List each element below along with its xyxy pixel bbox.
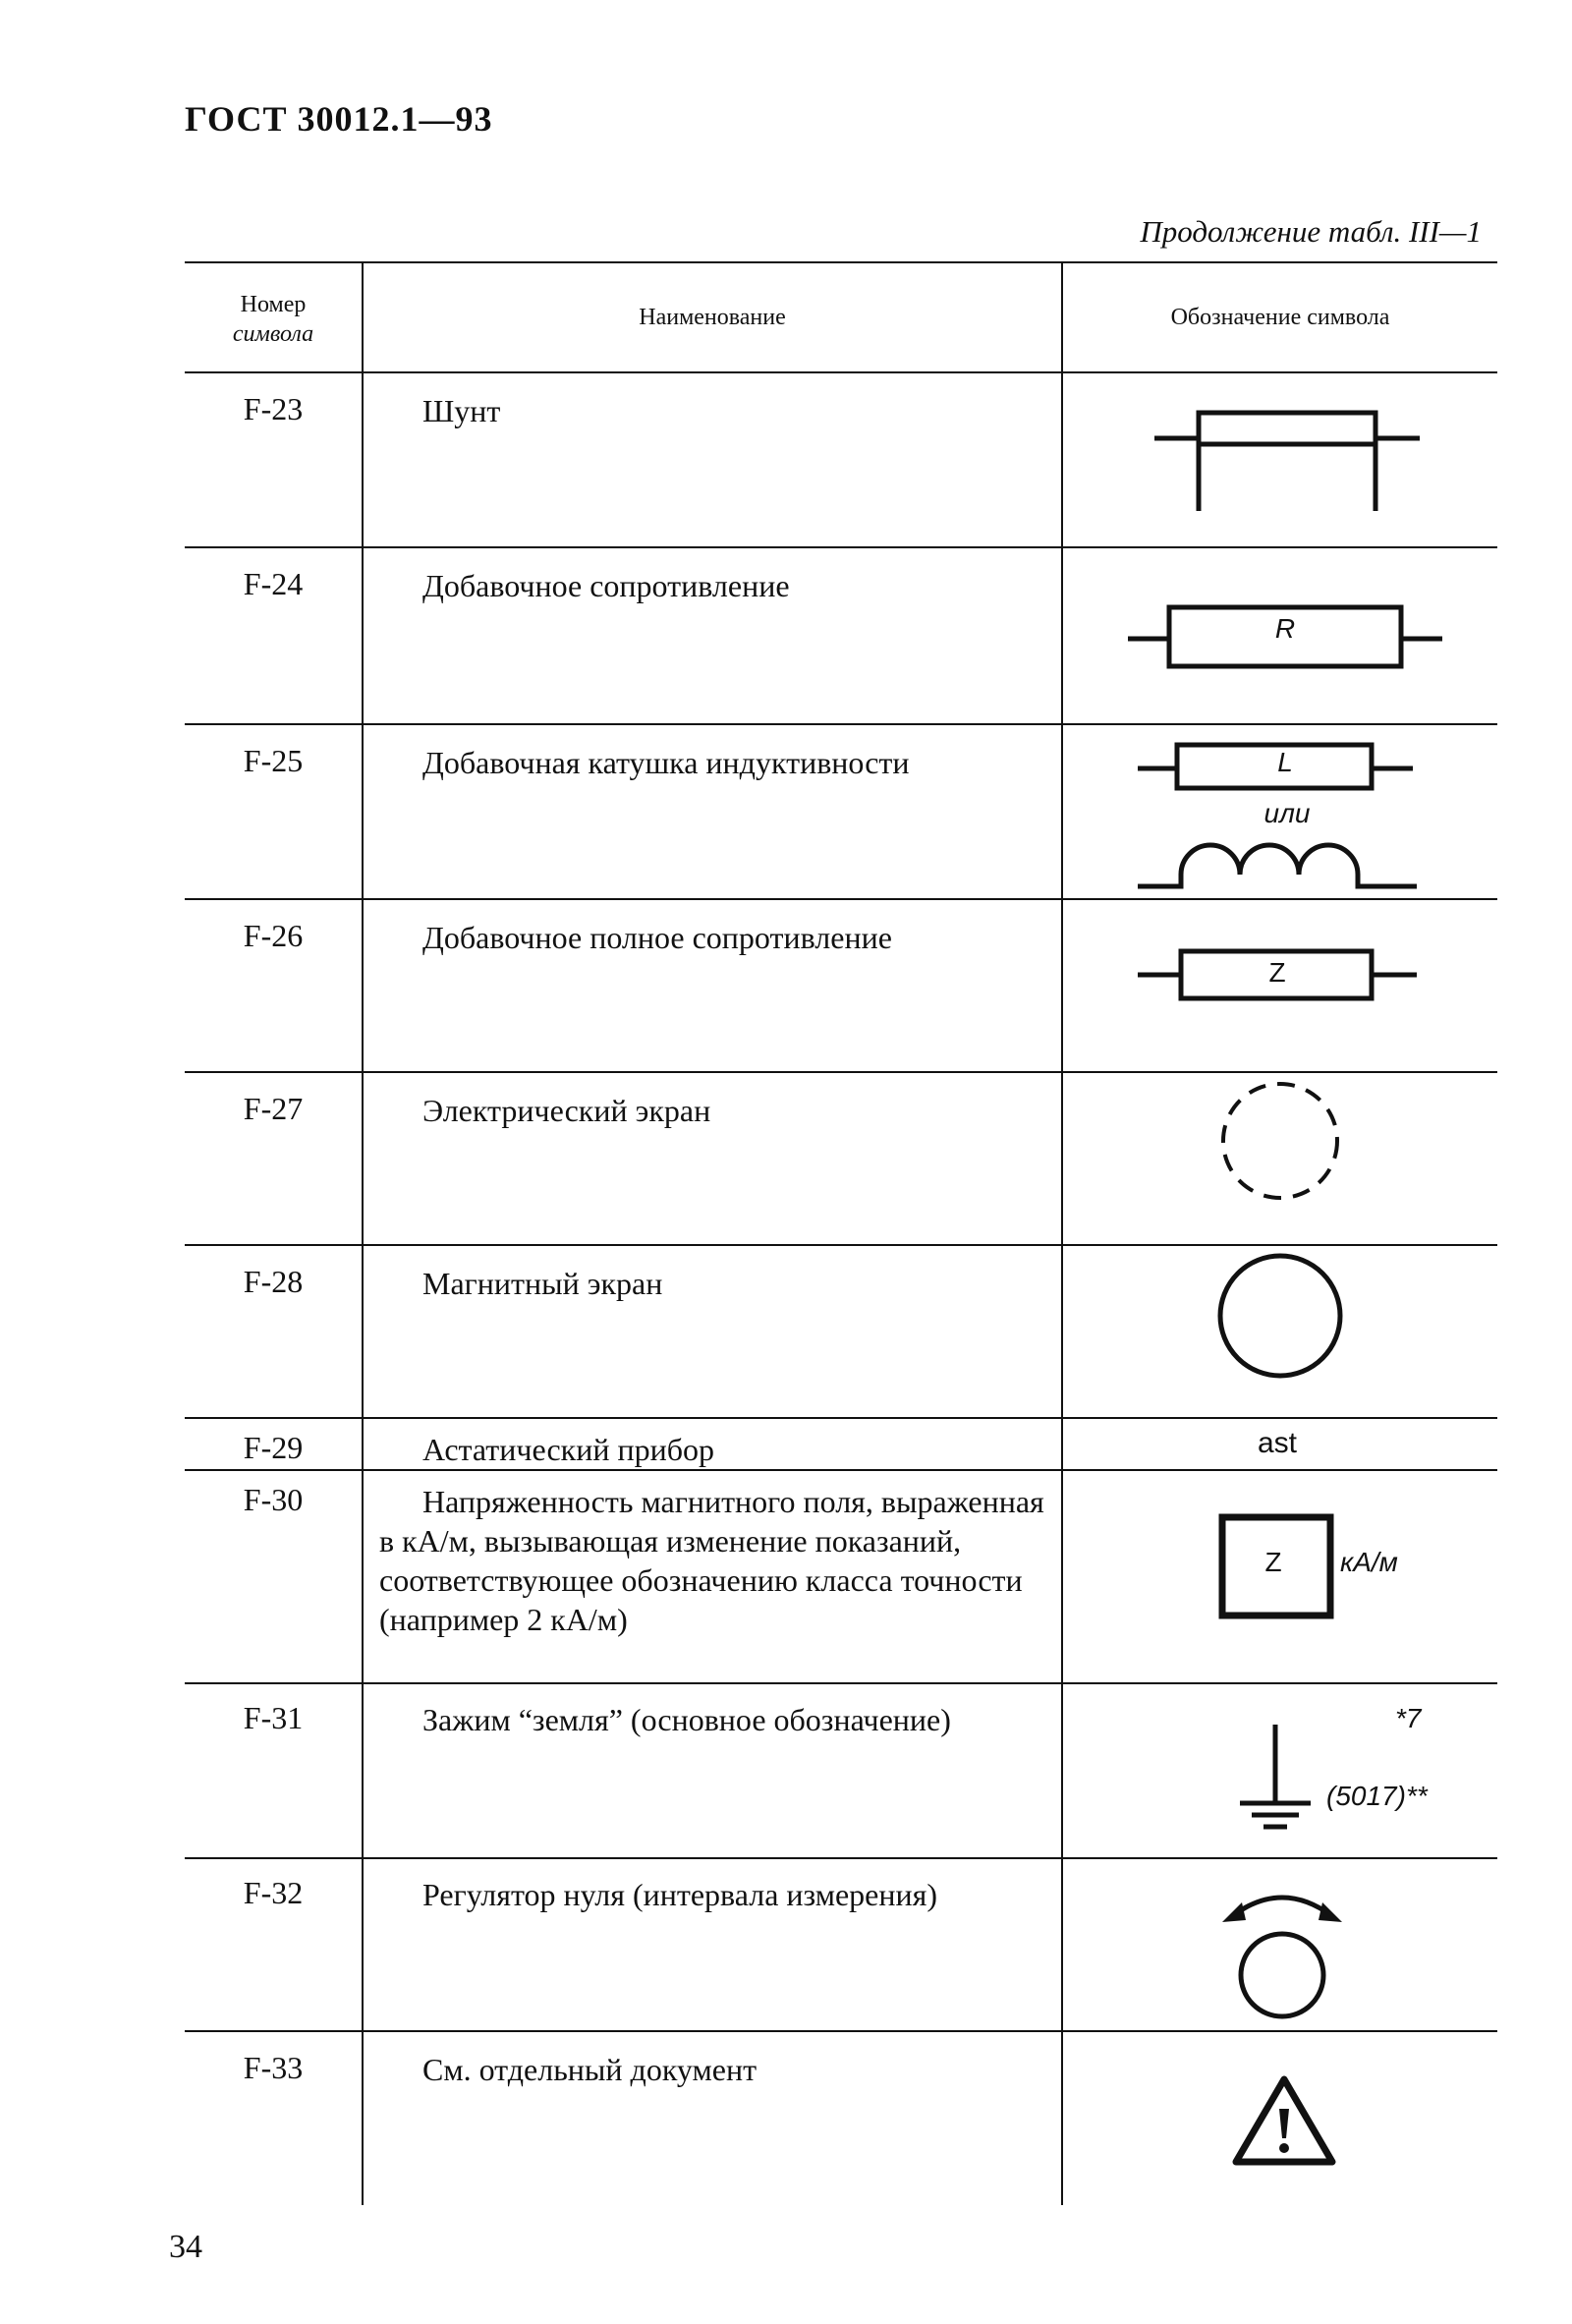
ground-note-1: *7 <box>1395 1703 1422 1733</box>
symbol-name: Добавочная катушка индуктивности <box>422 745 910 780</box>
inductor-coil-symbol <box>1138 835 1417 894</box>
symbol-number: F-25 <box>243 743 304 778</box>
symbol-number: F-26 <box>243 918 304 953</box>
inductor-letter: L <box>1277 747 1293 777</box>
symbol-name: Зажим “земля” (основное обозначение) <box>422 1702 951 1737</box>
symbol-name: Электрический экран <box>422 1093 711 1128</box>
symbol-number: F-27 <box>243 1091 304 1126</box>
document-title: ГОСТ 30012.1—93 <box>185 99 493 139</box>
shunt-symbol <box>1154 403 1420 521</box>
table-top-rule <box>185 261 1497 263</box>
column-header-number-line2: символа <box>232 321 314 347</box>
row-rule <box>185 1071 1497 1073</box>
column-header-name: Наименование <box>639 305 786 330</box>
row-rule <box>185 1857 1497 1859</box>
ground-symbol <box>1236 1725 1315 1833</box>
zero-adjuster-symbol <box>1218 1877 1346 2024</box>
symbol-number: F-24 <box>243 566 304 601</box>
warning-triangle-symbol <box>1230 2073 1338 2172</box>
column-header-symbol: Обозначение символа <box>1170 305 1390 330</box>
row-rule <box>185 1417 1497 1419</box>
row-rule <box>185 2030 1497 2032</box>
row-rule <box>185 1244 1497 1246</box>
row-rule <box>185 546 1497 548</box>
symbol-number: F-29 <box>243 1430 304 1465</box>
symbol-number: F-31 <box>243 1700 304 1735</box>
symbol-name: Астатический прибор <box>422 1432 714 1467</box>
symbol-name: Напряженность магнитного поля, выраженная в кА/м, вызывающая изменение показаний, соответствующее обозначению класса точности (например 2 кА/м) <box>379 1484 1044 1637</box>
column-header-number <box>185 290 362 349</box>
header-rule <box>185 371 1497 373</box>
symbol-number: F-32 <box>243 1875 304 1910</box>
alternative-label: или <box>1263 798 1311 828</box>
row-rule <box>185 898 1497 900</box>
column-divider <box>362 261 364 2205</box>
symbol-number: F-33 <box>243 2050 304 2085</box>
symbol-number: F-23 <box>243 391 304 426</box>
row-rule <box>185 723 1497 725</box>
dashed-circle-symbol <box>1216 1077 1344 1205</box>
symbol-name: См. отдельный документ <box>422 2052 758 2087</box>
symbol-name: Добавочное сопротивление <box>422 568 790 603</box>
column-header-number-line1: Номер <box>240 292 307 317</box>
field-strength-unit: кА/м <box>1340 1547 1398 1577</box>
field-strength-letter: Z <box>1264 1547 1282 1577</box>
table-caption: Продолжение табл. III—1 <box>1140 214 1482 249</box>
ground-note-2: (5017)** <box>1326 1781 1428 1811</box>
ast-symbol: ast <box>1257 1427 1298 1459</box>
column-divider <box>1061 261 1063 2205</box>
symbol-number: F-28 <box>243 1264 304 1299</box>
symbol-number: F-30 <box>243 1482 304 1517</box>
symbol-name: Регулятор нуля (интервала измерения) <box>422 1877 937 1912</box>
symbol-name: Магнитный экран <box>422 1266 663 1301</box>
circle-symbol <box>1214 1250 1346 1382</box>
symbol-name: Добавочное полное сопротивление <box>422 920 892 955</box>
resistor-letter: R <box>1274 613 1296 644</box>
row-rule <box>185 1682 1497 1684</box>
page-number: 34 <box>169 2229 202 2265</box>
row-rule <box>185 1469 1497 1471</box>
impedance-letter: Z <box>1268 957 1286 988</box>
symbol-name: Шунт <box>422 393 501 428</box>
